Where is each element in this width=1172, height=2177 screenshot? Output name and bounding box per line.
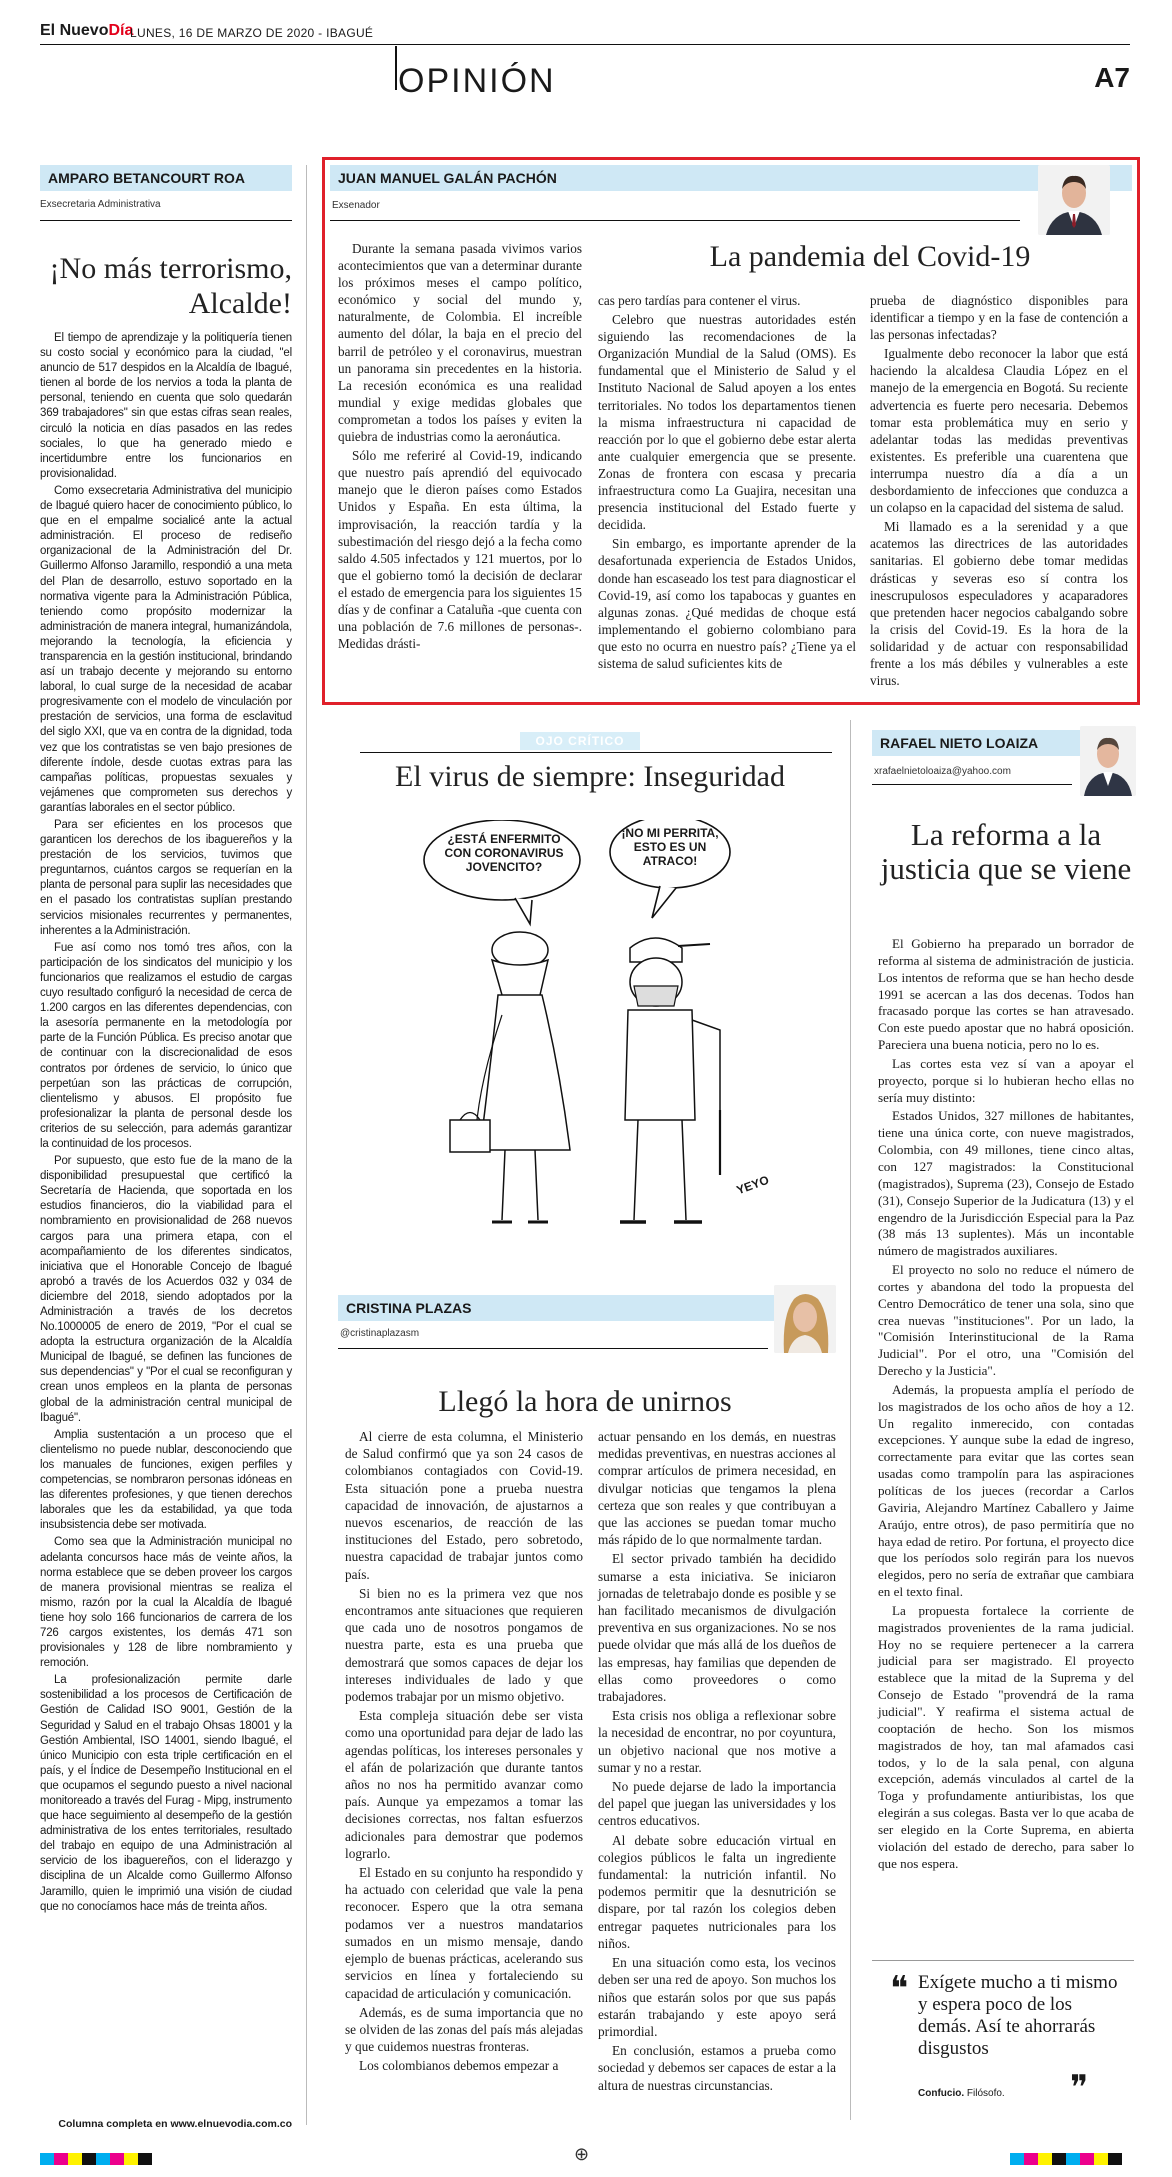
paragraph: actuar pensando en los demás, en nuestras medidas preventivas, en nuestras acciones al comprar artículos de primera necesidad, en divulgar noticias que tengamos la plena certeza que son reales y que contribuyan a que las acciones se puedan tomar mucho más rápido de lo que normalmente tardan. [598,1429,836,1548]
author-name: RAFAEL NIETO LOAIZA [872,730,1136,756]
column-separator [306,165,307,2125]
paragraph: La profesionalización permite darle sostenibilidad a los procesos de Certificación de Gestión de Calidad ISO 9001, Gestión de la Seguridad y Salud en el trabajo Ohsas 18001 y la Gestión Ambiental, ISO 14001, siendo Ibagué, el único Municipio con esta triple certificación en el país, y el Índice de Desempeño Institucional en el que ocupamos el segundo puesto a nivel nacional monitoreado a través del Furag - Mipg, instrumento que hace seguimiento al desempeño de la gestión administrativa de los entes territoriales, resultado del trabajo en equipo de una Administración al servicio de los ibaguereños, con el liderazgo y disciplina de un Alcalde como Guillermo Alfonso Jaramillo, quien le imprimió una visión de ciudad que no conocíamos hace más de treinta años. [40,1674,292,1913]
column-body-3 [870,292,1128,691]
cartoon-drawing [420,820,800,1240]
cartoonist-signature: YEYO [734,1172,771,1198]
header-rule [40,44,1130,45]
paragraph: El tiempo de aprendizaje y la politiquería tienen su costo social y económico para la ciudad, "el anuncio de 517 despidos en la Alcaldía de Ibagué, tienen al borde de los nervios a toda la planta de personal, teniendo en cuenta que solo quedarán 369 trabajadores" sin que estas cifras sean reales, circuló la noticia en días pasados en las redes sociales, lo que ha generado miedo e incertidumbre entre los funcionarios en provisionalidad. [40,332,292,480]
page-number: A7 [1094,62,1130,93]
speech-bubble-right: ¡NO MI PERRITA, ESTO ES UN ATRACO! [621,826,719,868]
paragraph: Estados Unidos, 327 millones de habitantes, tiene una única corte, con nueve magistrados, Colombia, con 49 millones, tiene cinco altas, con 127 magistrados: la Constitucional (magistrados), Suprema (23), Consejo de Estado (31), Consejo Superior de la Judicatura (13) y el engendro de la Jurisdicción Especial para la Paz (38 más 13 suplentes). Más un incontable número de magistrados auxiliares. [878,1108,1134,1259]
column-body-2 [598,1428,836,2096]
column-body-1 [338,240,582,654]
print-color-bar-left [40,2150,152,2169]
paragraph: cas pero tardías para contener el virus. [598,293,801,308]
paragraph: El Gobierno ha preparado un borrador de reforma al sistema de administración de justicia. Los intentos de reforma que se han hecho desde 1991 se acercan a las dos decenas. Todos han fracasado porque las cortes se han atravesado. Con este puedo apostar que no habrá oposición. Pareciera una buena noticia, pero no lo es. [878,936,1134,1053]
column-headline: ¡No más terrorismo, Alcalde! [49,252,292,320]
footer-note: Columna completa en www.elnuevodia.com.co [58,2118,292,2130]
author-name: CRISTINA PLAZAS [338,1295,832,1321]
divider [872,784,1072,785]
paragraph: Igualmente debo reconocer la labor que está haciendo la alcaldesa Claudia López en el manejo de la emergencia en Bogotá. Su reciente advertencia es fuerte pero necesaria. Debemos tomar esta problemática muy en serio y adelantar todas las medidas preventivas existentes. Es preferible una cuarentena que interrumpa nuestro día a día a un desbordamiento de infecciones que conduzca a un colapso en la capacidad del sistema de salud. [870,346,1128,516]
paragraph: Al cierre de esta columna, el Ministerio de Salud confirmó que ya son 24 casos de colombianos contagiados con Covid-19. Esta situación pone a prueba nuestra capacidad de innovación, de ajustarnos a nuevos escenarios, de reacción de las instituciones del Estado, pero sobretodo, nuestra capacidad de trabajar juntos como país. [345,1429,583,1582]
paragraph: Además, la propuesta amplía el período de los magistrados de los ocho años de hoy a 12. Un regalito inmerecido, con contadas excepciones. Y aunque sube la edad de ingreso, correctamente para evitar que las cortes sean usadas como trampolín para las aspiraciones políticas de los jueces (recordar a Carlos Gaviria, Alejandro Martínez Caballero y Jaime Araújo, entre otros), de paso permitiría que no haya edad de retiro. Por fortuna, el proyecto dice que los períodos solo regirán para los nuevos elegidos, pero no sería de extrañar que cambiara en el texto final. [878,1381,1134,1600]
editorial-cartoon [420,820,800,1240]
column-separator [850,720,851,2120]
paragraph: La propuesta fortalece la corriente de magistrados provenientes de la rama judicial. Hoy no se requiere pertenecer a la carrera judicial para ser magistrado. El proyecto establece que la mitad de la Suprema y del Consejo de Estado "provendrá de la rama judicial". Y reafirma el sistema actual de cooptación de hecho. Son los mismos magistrados de hoy, tan mal afamados casi todos, y lo de la sala penal, con alguna excepción, además vinculados al cartel de la Toga y profundamente antiuribistas, los que elegirán a sus colegas. Basta ver lo que acaba de ser elegido en la Corte Suprema, en abierta violación del estado de derecho, para saber lo que nos espera. [878,1602,1134,1871]
quote-attribution: Confucio. Filósofo. [918,2088,1005,2099]
author-photo [774,1285,836,1353]
divider [338,1348,768,1349]
paragraph: No puede dejarse de lado la importancia del papel que juegan las universidades y los centros educativos. [598,1779,836,1829]
registration-mark-icon: ⊕ [574,2144,590,2164]
paragraph: Al debate sobre educación virtual en colegios públicos le falta un ingrediente fundamental: la nutrición infantil. No podemos permitir que la desnutrición se dispare, por tal razón los colegios deben entregar paquetes nutricionales para los niños. [598,1832,836,1951]
divider [360,752,832,753]
speech-bubble-left: ¿ESTÁ ENFERMITO CON CORONAVIRUS JOVENCITO? [444,832,564,874]
paragraph: El sector privado también ha decidido sumarse a esta iniciativa. Se iniciaron jornadas de teletrabajo donde es posible y se han facilitado mecanismos de divulgación preventiva en sus organizaciones. No se nos puede olvidar que más allá de los dueños de las empresas, hay familias que dependen de ellas como proveedores o como trabajadores. [598,1551,836,1705]
author-role: Exsecretaria Administrativa [40,199,161,210]
date-line: LUNES, 16 DE MARZO DE 2020 - IBAGUÉ [130,26,374,40]
close-quote-icon: ❞ [1070,2070,1089,2107]
masthead-logo [40,22,133,44]
paragraph: Si bien no es la primera vez que nos encontramos ante situaciones que requieren que cada uno de nosotros pongamos de nuestra parte, esta es una prueba que demostrará que somos capaces de dejar los intereses individuales de lado y que podemos trabajar por un mismo objetivo. [345,1585,583,1705]
featured-quote: Exígete mucho a ti mismo y espera poco de los demás. Así te ahorrarás disgustos [918,1972,1118,2059]
column-body [40,331,292,1915]
divider [40,220,292,221]
section-title: OPINIÓN [398,62,556,100]
paragraph: Además, es de suma importancia que no se olviden de las zonas del país más alejadas y que cuidemos nuestras fronteras. [345,2004,583,2055]
author-name: AMPARO BETANCOURT ROA [40,165,292,191]
paragraph: Fue así como nos tomó tres años, con la participación de los sindicatos del municipio y los funcionarios que realizamos el estudio de cargas cuyo resultado configuró la necesidad de cerca de 1.200 cargos en las diferentes dependencias, con la asesoría permanente en la metodología por parte de la Función Pública. Es preciso anotar que de continuar con la discrecionalidad de esos contratos por órdenes de servicio, lo único que perpetúan son las prácticas de corrupción, clientelismo y abusos. El propósito fue profesionalizar la planta de personal desde los criterios de su selección, para además garantizar la continuidad de los procesos. [40,941,292,1150]
print-color-bar-right [1010,2150,1122,2169]
column-body [878,936,1134,1874]
paragraph: Sin embargo, es importante aprender de la desafortunada experiencia de Estados Unidos, donde han escaseado los test para diagnosticar el Covid-19, así como los tapabocas y guantes en algunas zonas. ¿Qué medidas de choque está implementando el gobierno colombiano para que esto no ocurra en nuestro país? ¿Tiene ya el sistema de salud suficientes kits de [598,536,856,671]
author-photo [1080,726,1136,796]
paragraph: Esta compleja situación debe ser vista como una oportunidad para dejar de lado las agendas políticas, los intereses personales y el afán de polarización que durante tantos años no nos ha permitido avanzar como país. Aunque ya empezamos a tomar las decisiones correctas, nos faltan esfuerzos adicionales para demostrar que podemos lograrlo. [345,1708,583,1861]
paragraph: Como sea que la Administración municipal no adelanta concursos hace más de veinte años, la norma establece que se deben proveer los cargos de manera provisional mientras se realiza el mismo, razón por la cual la Alcaldía de Ibagué tiene hoy solo 166 funcionarios de carrera de los 726 cargos existentes, los demás 471 son provisionales y 128 de libre nombramiento y remoción. [40,1536,292,1670]
logo-text: El NuevoDía [40,22,134,39]
author-name: JUAN MANUEL GALÁN PACHÓN [330,165,1132,191]
paragraph: Los colombianos debemos empezar a [359,2058,559,2074]
paragraph: prueba de diagnóstico disponibles para identificar a tiempo y en la fase de contención a las personas infectadas? [870,293,1128,343]
open-quote-icon: ❝ [890,1971,909,2008]
paragraph: En conclusión, estamos a prueba como sociedad y debemos ser capaces de estar a la altura de nuestras circunstancias. [598,2043,836,2093]
paragraph: Por supuesto, que esto fue de la mano de la disponibilidad presupuestal que certificó la Secretaría de Hacienda, que soportada en los estudios financieros, dio la viabilidad para el nombramiento en provisionalidad de 268 nuevos cargos para una primera etapa, con el acompañamiento de los diferentes sindicatos, iniciativa que el Honorable Concejo de Ibagué aprobó a través de los Acuerdos 032 y 034 de diciembre del 2018, siendo adoptados por la Administración a través de los decretos No.1000005 de enero de 2019, "Por el cual se adopta la estructura organización de la Alcaldía Municipal de Ibagué, se definen las funciones de sus dependencias" y "Por el cual se reconfiguran y crean unos empleos en la planta de personas global de la administración central municipal de Ibagué". [40,1155,292,1424]
paragraph: Durante la semana pasada vivimos varios acontecimientos que van a determinar durante los próximos meses el campo político, económico y social del mundo y, naturalmente, de Colombia. El increíble aumento del dólar, la baja en el precio del barril de petróleo y el coronavirus, muestran un panorama sin precedentes en la historia. La recesión económica es una realidad mundial y exige medidas globales que comprometan a todos los países y eviten la quiebra de industrias como la aeronáutica. [338,241,582,445]
cartoon-headline: El virus de siempre: Inseguridad [395,760,785,793]
paragraph: Amplia sustentación a un proceso que el clientelismo no puede nublar, desconociendo que los manuales de funciones, exigen perfiles y competencias, se nombraron personas idóneas en las diferentes profesiones, y que tienen derechos laborales que les da estabilidad, ya que toda insubsistencia debe ser motivada. [40,1428,292,1532]
paragraph: Celebro que nuestras autoridades estén siguiendo las recomendaciones de la Organización Mundial de la Salud (OMS). Es fundamental que el Ministerio de Salud y el Instituto Nacional de Salud apoyen a los entes territoriales. No todos los departamentos tienen la misma infraestructura ni capacidad de reacción por lo que el gobierno debe estar alerta ante cualquier emergencia que se presente. Zonas de frontera con escasa y precaria infraestructura como La Guajira, necesitan una presencia institucional del Estado fuerte y decidida. [598,312,856,533]
section-tag: OJO CRÍTICO [520,732,640,750]
column-headline: Llegó la hora de unirnos [438,1385,732,1418]
paragraph: Como exsecretaria Administrativa del municipio de Ibagué quiero hacer de conocimiento público, lo que en el empalme socialicé ante la actual administración. El proceso de rediseño organizacional de la Administración del Dr. Guillermo Alfonso Jaramillo, respondió a una meta del Plan de desarrollo, estuvo soportado en la normativa vigente para la Administración Pública, teniendo como propósito modernizar la administración de manera integral, humanizándola, mejorando la tecnología, la eficiencia y transparencia en la gestión institucional, brindando así un trabajo decente y mejorando su entorno laboral, lo cual surge de la necesidad de acabar progresivamente con el modelo de vinculación por prestación de servicios, una forma de esclavitud del siglo XXI, que va en contra de la dignidad, toda vez que los contratistas se ven bajo presiones de diferente índole, desde cuotas extras para las campañas políticas, propuestas sexuales y vejámenes que comprometen sus derechos y garantías laborales en el sector público. [40,484,292,814]
column-body-2 [598,292,856,674]
quote-divider [872,1960,1134,1961]
author-role: Exsenador [332,200,380,211]
author-role: xrafaelnietoloaiza@yahoo.com [874,766,1011,777]
author-photo [1038,165,1110,235]
author-role: @cristinaplazasm [340,1328,420,1339]
paragraph: Las cortes esta vez sí van a apoyar el proyecto, porque si lo hubieran hecho ellas no sería muy distinto: [878,1055,1134,1105]
column-body-1 [345,1428,583,2077]
paragraph: Esta crisis nos obliga a reflexionar sobre la necesidad de encontrar, no por coyuntura, un objetivo nacional que nos motive a sumar y no a restar. [598,1708,836,1775]
divider [330,220,1020,221]
column-headline: La pandemia del Covid-19 [709,240,1031,273]
paragraph: Para ser eficientes en los procesos que garanticen los derechos de los ibaguereños y la prestación de los servicios, tuvimos que preguntarnos, cuántos cargos se requerían en la planta de personal para suplir las necesidades que en el pasado los contratistas suplían prestando servicios misionales recurrentes y permanentes, inherentes a la Administración. [40,819,292,937]
section-divider [395,46,397,90]
paragraph: En una situación como esta, los vecinos deben ser una red de apoyo. Son muchos los niños que estarán solos por que sus papás estarán trabajando y este apoyo será primordial. [598,1955,836,2039]
paragraph: El proyecto no solo no reduce el número de cortes y abandona del todo la propuesta del Centro Democrático de tener una sola, sino que crea nuevas "instituciones". Por un lado, la "Comisión Interinstitucional de la Rama Judicial". Por el otro, una "Comisión del Derecho y la Justicia". [878,1262,1134,1379]
paragraph: Sólo me referiré al Covid-19, indicando que nuestro país aprendió del equivocado manejo que le dieron países como Estados Unidos y España. En esta última, la improvisación, la reacción tardía y la subestimación del riesgo dejó a la fecha como saldo 4.505 infectados y 121 muertos, por lo que el gobierno tomó la decisión de declarar el estado de emergencia para los siguientes 15 días y de confinar a Cataluña -que cuenta con una población de 7.6 millones de personas-. Medidas drásti- [338,448,582,652]
paragraph: Mi llamado es a la serenidad y a que acatemos las directrices de las autoridades sanitarias. El gobierno debe tomar medidas drásticas y severas eso sí contra los inescrupulosos especuladores y acaparadores que pretenden hacer negocios cabalgando sobre la crisis del Covid-19. Es la hora de la solidaridad y de actuar con responsabilidad frente a los más débiles y vulnerables a este virus. [870,519,1128,689]
column-betancourt [40,165,292,1917]
column-headline: La reforma a la justicia que se viene [880,817,1132,886]
paragraph: El Estado en su conjunto ha respondido y ha actuado con celeridad que vale la pena reconocer. Espero que la otra semana podamos ver a nuestros mandatarios sumados en un mismo mensaje, dando ejemplo de buenas prácticas, acelerando sus servicios en línea y fortaleciendo su capacidad de articulación y comunicación. [345,1865,583,2001]
